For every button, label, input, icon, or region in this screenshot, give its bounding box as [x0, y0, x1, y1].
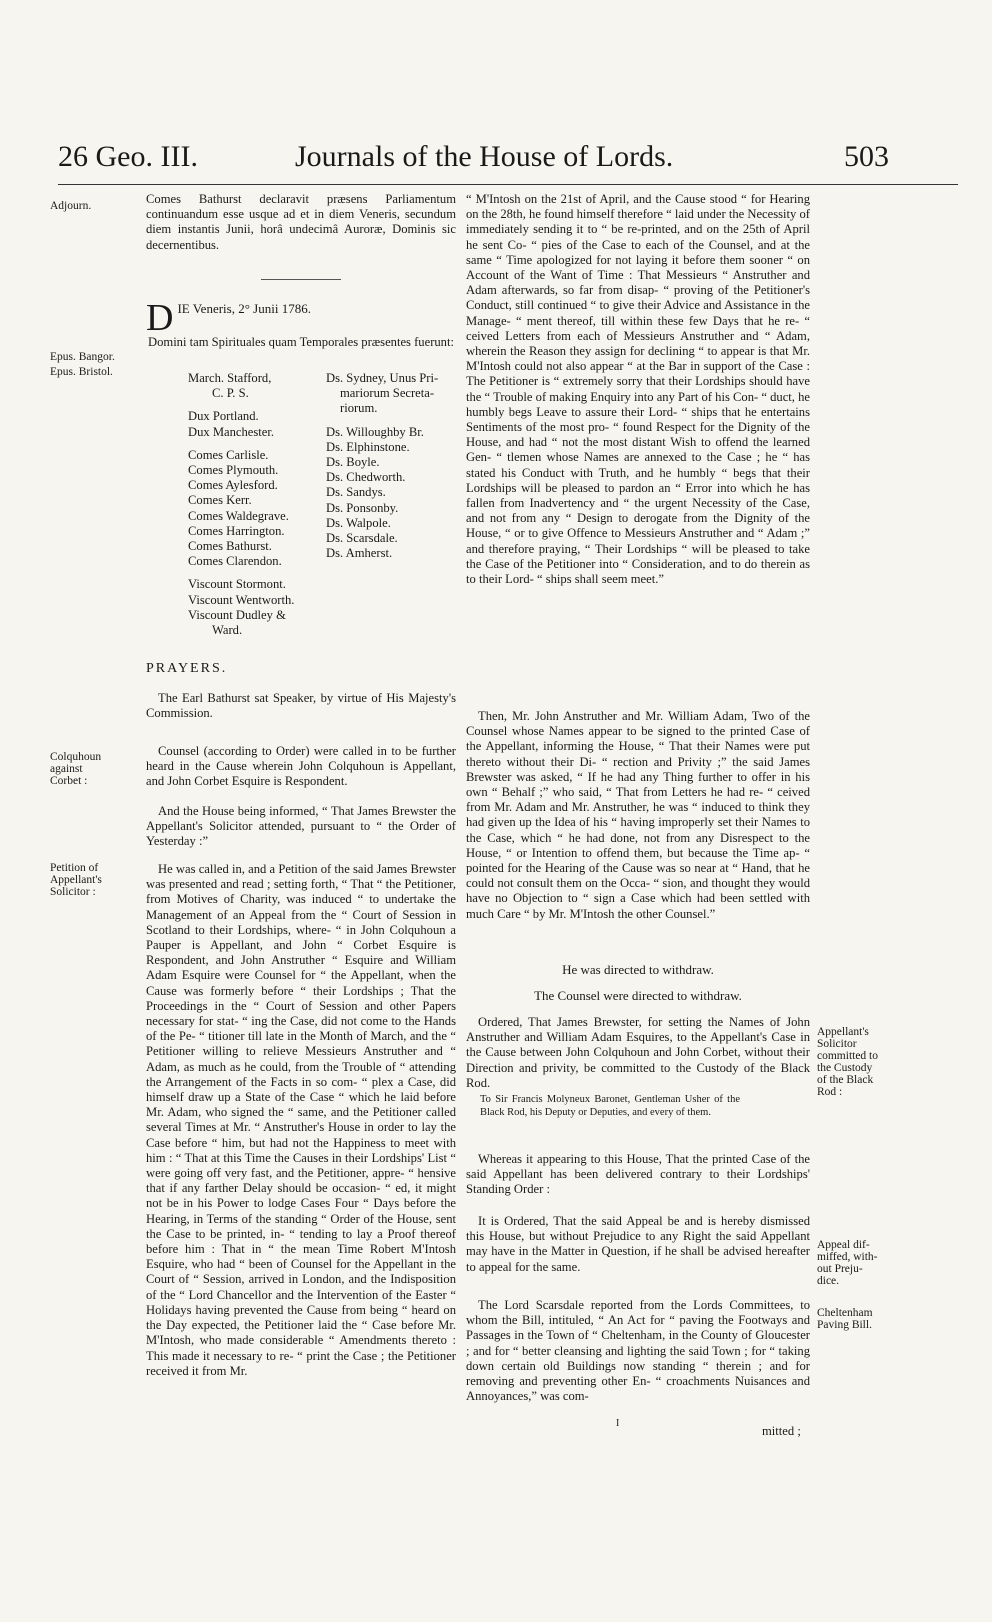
- ordered-paragraph: Ordered, That James Brewster, for setting the Names of John Anstruther and William Adam Esquires, to the Appellant's Case in the Cause between John Colquhoun and John Corbet, without their Direction and privity, be committed to the Custody of the Black Rod.: [466, 1015, 810, 1090]
- margin-cheltenham: Cheltenham Paving Bill.: [817, 1307, 873, 1331]
- margin-committed: Appellant's Solicitor committed to the Custody of the Black Rod :: [817, 1026, 879, 1098]
- petition-paragraph: He was called in, and a Petition of the said James Brewster was presented and read ; setting forth, “ That “ the Petitioner, from Motives of Charity, was induced “ to undertake the Management of an Appeal from the “ Court of Session in Scotland to their Lordships, where- “ in John Colquhoun a Pauper is Appellant, and John “ Corbet Esquire is Respondent, and John Anstruther “ Esquire and William Adam Esquire were Counsel for “ the Appellant, when the Cause was formerly before “ their Lordships ; That the Proceedings in the “ Court of Session and other Papers necessary for stat- “ ing the Case, did not come to the Hands of the Pe- “ titioner till late in the Month of March, and the “ Petitioner willing to relieve Messieurs Anstruther and “ Adam, as much as he could, from the Trouble of “ attending the Arrangement of the Facts in so com- “ plex a Case, did himself draw up a State of the Case “ which he laid before Mr. Adam, who signed the “ same, and the Petitioner called several Times at Mr. “ Anstruther's House in order to lay the Case before “ him, but had not the Happiness to meet with him : “ That at this Time the Causes in their Lordships' List “ were going off very fast, and the Petitioner, appre- “ hensive that if any farther Delay should be occasion- “ ed, it might not be in his Power to lodge Cases Four “ Days before the Hearing, in Terms of the standing “ Order of the House, sent the Case to be printed, in- “ tending to lay a Proof thereof before him : That in “ the mean Time Robert M'Intosh Esquire, who had “ been of Counsel for the Appellant in the Court of “ Session, arrived in London, and the Indisposition of the “ Lord Chancellor and the Intervention of the Easter “ Holidays having prevented the Cause from being “ heard on the Day expected, the Petitioner laid the “ Case before Mr. M'Intosh, who made considerable “ Amendments thereto : This made it necessary to re- “ print the Case ; the Petitioner received it from Mr.: [146, 862, 456, 1378]
- prayers-heading: PRAYERS.: [146, 661, 228, 676]
- withdraw-line-2: The Counsel were directed to withdraw.: [534, 988, 742, 1003]
- page-header: [58, 140, 958, 186]
- whereas-paragraph: Whereas it appearing to this House, That the printed Case of the said Appellant has been delivered contrary to their Lordships' Standing Order :: [466, 1152, 810, 1197]
- counsel-paragraph: Counsel (according to Order) were called in to be further heard in the Cause wherein John Colquhoun is Appellant, and John Corbet Esquire is Respondent.: [146, 744, 456, 789]
- margin-bishop-bangor: Epus. Bangor.: [50, 351, 115, 363]
- then-paragraph: Then, Mr. John Anstruther and Mr. William Adam, Two of the Counsel whose Names appear to be signed to the printed Case of the Appellant, informing the House, “ That their Names were put thereto without their Di- “ rection and Privity ;” the said James Brewster was asked, “ If he had any Thing further to offer in his own “ Behalf ;” who said, “ That from Letters he had re- “ ceived from Mr. Adam and Mr. Anstruther, he was “ induced to think they had given up the Idea of his “ having improperly set their Names to the Case, which “ he had done, not from any Disrespect to the House, “ or Intention to offend them, but because the Time ap- “ pointed for the Hearing of the Cause was so near at “ Hand, that he could not consult them on the Occa- “ sion, and thought they would have no Objection to “ sign a Case which had been settled with much Care “ by Mr. M'Intosh the other Counsel.”: [466, 709, 810, 921]
- withdraw-line-1: He was directed to withdraw.: [562, 962, 714, 977]
- margin-bishop-bristol: Epus. Bristol.: [50, 366, 113, 378]
- lords-list-left: March. Stafford, C. P. S. Dux Portland. Dux Manchester. Comes Carlisle. Comes Plymouth. Comes Aylesford. Comes Kerr. Comes Waldegrave. Comes Harrington. Comes Bathurst. Comes Clarendon. Viscount Stormont. Viscount Wentworth. Viscount Dudley & Ward.: [188, 371, 295, 638]
- header-title: Journals of the House of Lords.: [295, 140, 674, 173]
- domini-line: Domini tam Spirituales quam Temporales præsentes fuerunt:: [148, 335, 454, 349]
- cheltenham-paragraph: The Lord Scarsdale reported from the Lords Committees, to whom the Bill, intituled, “ An Act for “ paving the Footways and Passages in the Town of “ Cheltenham, in the County of Gloucester ; and for “ better cleansing and lighting the said Town ; for “ taking down certain old Buildings now standing “ therein ; and for removing and preventing other En- “ croachments Nuisances and Annoyances,” was com-: [466, 1298, 810, 1404]
- margin-adjourn: Adjourn.: [50, 200, 92, 212]
- drop-cap: D: [146, 297, 174, 339]
- signature-mark: I: [616, 1418, 620, 1429]
- adjourn-paragraph: Comes Bathurst declaravit præsens Parliamentum continuandum esse usque ad et in diem Veneris, secundum diem instantis Junii, horâ undecimâ Auroræ, Dominis sic decernentibus.: [146, 192, 456, 252]
- speaker-paragraph: The Earl Bathurst sat Speaker, by virtue of His Majesty's Commission.: [146, 691, 456, 721]
- header-regnal-year: 26 Geo. III.: [58, 140, 198, 173]
- margin-dismissed: Appeal dif- miffed, with- out Preju- dice.: [817, 1239, 878, 1287]
- dismissed-paragraph: It is Ordered, That the said Appeal be and is hereby dismissed this House, but without Prejudice to any Right the said Appellant may have in the Matter in Question, if he shall be advised hereafter to appeal for the same.: [466, 1214, 810, 1274]
- margin-petition: Petition of Appellant's Solicitor :: [50, 862, 102, 898]
- petition-continued: “ M'Intosh on the 21st of April, and the Cause stood “ for Hearing on the 28th, he found himself therefore “ laid under the Necessity of immediately sending it to “ be re-printed, and on the 25th of April he sent Co- “ pies of the Case to each of the Counsel, and at the same “ Time apologized for not laying it before them sooner “ on Account of the Want of Time : That Messieurs “ Anstruther and Adam afterwards, so far from disap- “ proving of the Petitioner's Conduct, still continued “ to give their Advice and Assistance in the Manage- “ ment thereof, till within these few Days that he re- “ ceived Letters from each of Messieurs Anstruther and “ Adam, wherein the Reason they assign for declining “ to appear is that Mr. M'Intosh could not also appear “ at the Bar in support of the Case : The Petitioner is “ extremely sorry that their Lordships should have the “ Trouble of making Enquiry into any Part of his Con- “ duct, he humbly begs Leave to assure their Lord- “ ships that he entertains Sentiments of the most pro- “ found Respect for the Dignity of the House, and had “ not the most distant Wish to offend the learned Gen- “ tlemen whose Names are annexed to the Case ; he “ has stated his Conduct with Truth, and he humbly “ begs that their Lordships will be pleased to pardon an “ Error into which he has fallen from Inadvertency and “ the urgent Necessity of the Case, and not from any “ Design to derogate from the Dignity of the House, “ or to give Offence to Messieurs Anstruther and “ Adam ;” and therefore praying, “ Their Lordships “ will be pleased to take the Case of the Petitioner into “ Consideration, and to do therein as to their Lord- “ ships shall seem meet.”: [466, 192, 810, 587]
- catchword: mitted ;: [762, 1424, 801, 1438]
- header-rule: [58, 184, 958, 185]
- lords-list-right: Ds. Sydney, Unus Pri- mariorum Secreta- riorum. Ds. Willoughby Br. Ds. Elphinstone. Ds. Boyle. Ds. Chedworth. Ds. Sandys. Ds. Ponsonby. Ds. Walpole. Ds. Scarsdale. Ds. Amherst.: [326, 371, 439, 561]
- page-number: 503: [844, 140, 889, 173]
- informed-paragraph: And the House being informed, “ That James Brewster the Appellant's Solicitor attended, pursuant to “ the Order of Yesterday :”: [146, 804, 456, 849]
- die-line: D IE Veneris, 2° Junii 1786.: [146, 297, 311, 339]
- separator: [261, 279, 341, 280]
- to-sir-francis: To Sir Francis Molyneux Baronet, Gentleman Usher of the Black Rod, his Deputy or Deputies, and every of them.: [480, 1094, 740, 1118]
- margin-colquhoun: Colquhoun against Corbet :: [50, 751, 102, 787]
